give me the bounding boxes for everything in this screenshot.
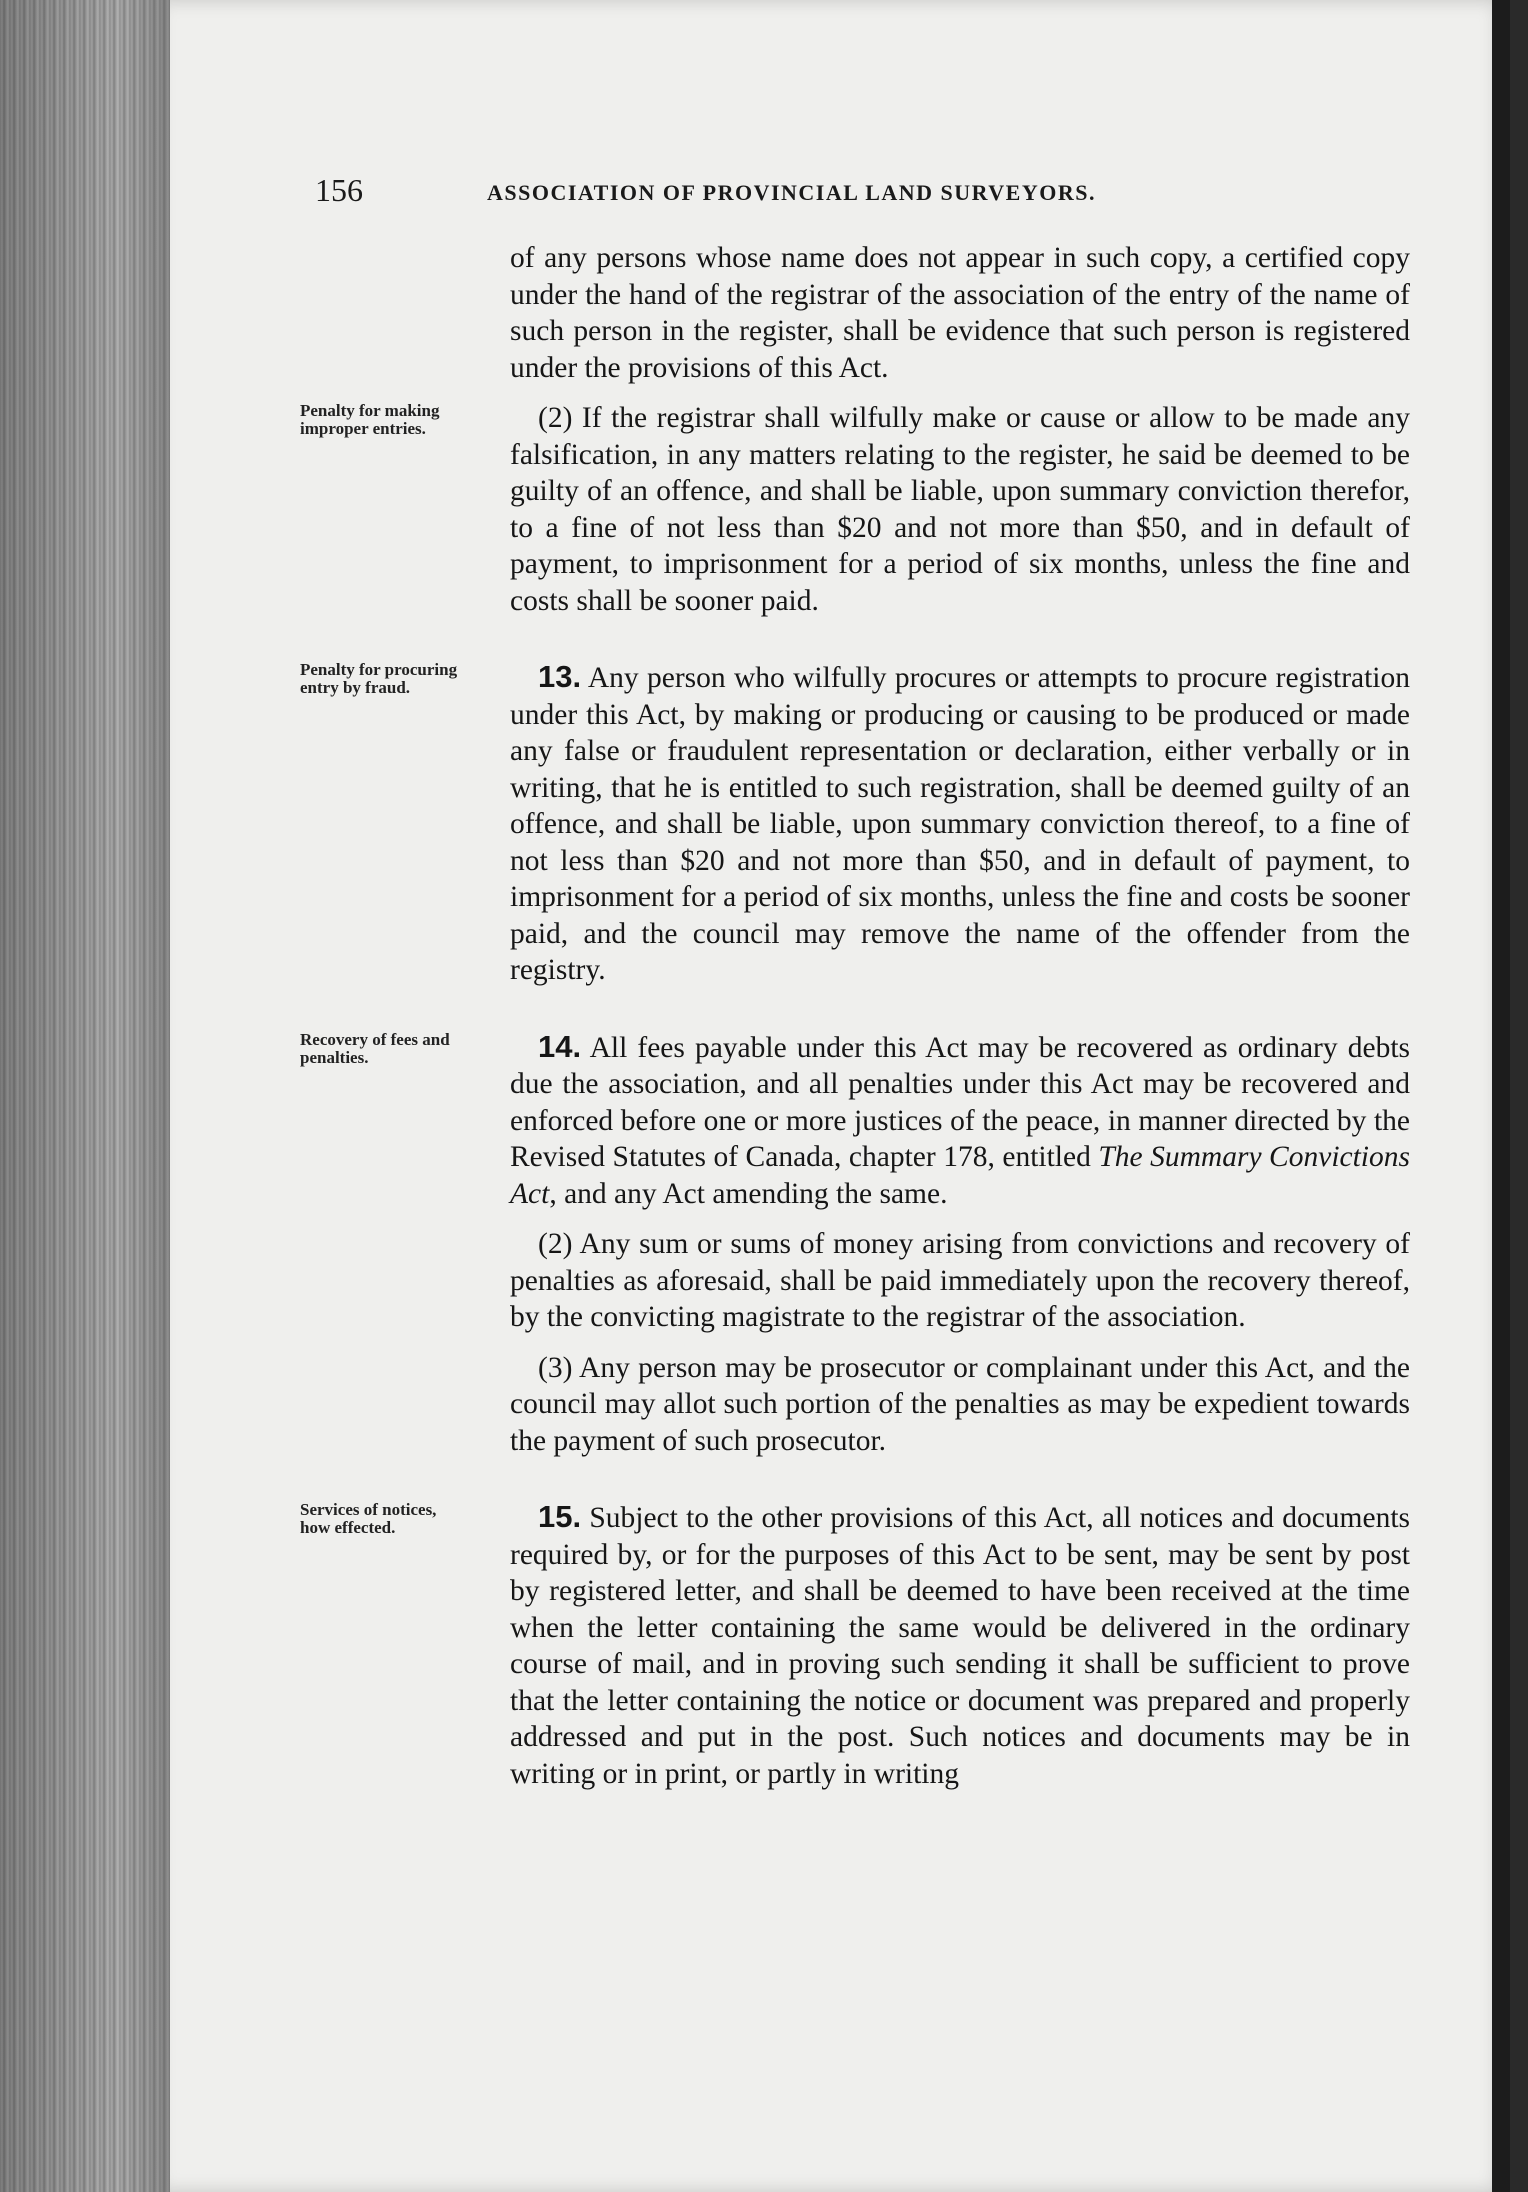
running-title: ASSOCIATION OF PROVINCIAL LAND SURVEYORS. [487, 180, 1096, 205]
subsection-2-text: (2) Any sum or sums of money arising from convictions and recovery of penalties as aforesaid, shall be paid immediately upon the recovery thereof, by the convicting magistrate to the registrar of the association. [510, 1228, 1410, 1333]
statute-text [300, 240, 1411, 1792]
book-page [170, 0, 1510, 2192]
margin-note: Penalty for procuring entry by fraud. [300, 660, 458, 697]
section-text: All fees payable under this Act may be recovered as ordinary debts due the association, and all penalties under this Act may be recovered and enforced before one or more justices of the peace, in manner directed by the Revised Statutes of Canada, chapter 178, entitled [510, 1031, 1410, 1173]
section-14 [300, 1028, 1410, 1460]
section-paragraph [510, 1029, 1410, 1213]
act-title: The Summary Convictions Act [510, 1141, 1410, 1210]
section-number: 14. [538, 1028, 582, 1064]
subsection-3-text: (3) Any person may be prosecutor or complainant under this Act, and the council may allot such portion of the penalties as may be expedient towards the payment of such prosecutor. [510, 1351, 1410, 1457]
section-12-subsection-2 [300, 400, 1410, 619]
section-paragraph [510, 659, 1410, 989]
section-number: 15. [538, 1499, 582, 1534]
section-number: 13. [538, 659, 582, 694]
running-header [315, 172, 1430, 212]
book-gutter-shadow [1492, 0, 1510, 2192]
subsection-text: (2) If the registrar shall wilfully make or cause or allow to be made any falsification, in any matters relating to the register, he said be deemed to be guilty of an offence, and shall be liable, upon summary conviction therefor, to a fine of not less than $20 and not more than $50, and in default of payment, to imprisonment for a period of six months, unless the fine and costs shall be sooner paid. [510, 402, 1410, 617]
section-paragraph [510, 1499, 1410, 1792]
margin-note: Services of notices, how effected. [300, 1500, 437, 1537]
page-number: 156 [315, 172, 363, 208]
continuation-paragraph: of any persons whose name does not appear in such copy, a certified copy under the hand of the registrar of the association of the entry of the name of such person in the register, shall be evidence that such person is registered under the provisions of this Act. [510, 242, 1410, 384]
section-text: Subject to the other provisions of this Act, all notices and documents required by, or for the purposes of this Act to be sent, may be sent by post by registered letter, and shall be deemed to have been received at the time when the letter containing the same would be delivered in the ordinary course of mail, and in proving such sending it shall be sufficient to prove that the letter containing the notice or document was prepared and properly addressed and put in the post. Such notices and documents may be in writing or in print, or partly in writing [510, 1502, 1411, 1790]
book-page-edges [0, 0, 170, 2192]
margin-note: Recovery of fees and penalties. [300, 1029, 450, 1067]
section-15 [300, 1499, 1411, 1792]
margin-note: Penalty for making improper entries. [300, 401, 440, 438]
section-text-end: , and any Act amending the same. [549, 1177, 948, 1210]
section-13 [300, 659, 1411, 989]
section-text: Any person who wilfully procures or attempts to procure registration under this Act, by making or producing or causing to be produced or made any false or fraudulent representation or declaration, either verbally or in writing, that he is entitled to such registration, shall be deemed guilty of an offence, and shall be liable, upon summary conviction thereof, to a fine of not less than $20 and not more than $50, and in default of payment, to imprisonment for a period of six months, unless the fine and costs be sooner paid, and the council may remove the name of the offender from the registry. [510, 662, 1411, 986]
